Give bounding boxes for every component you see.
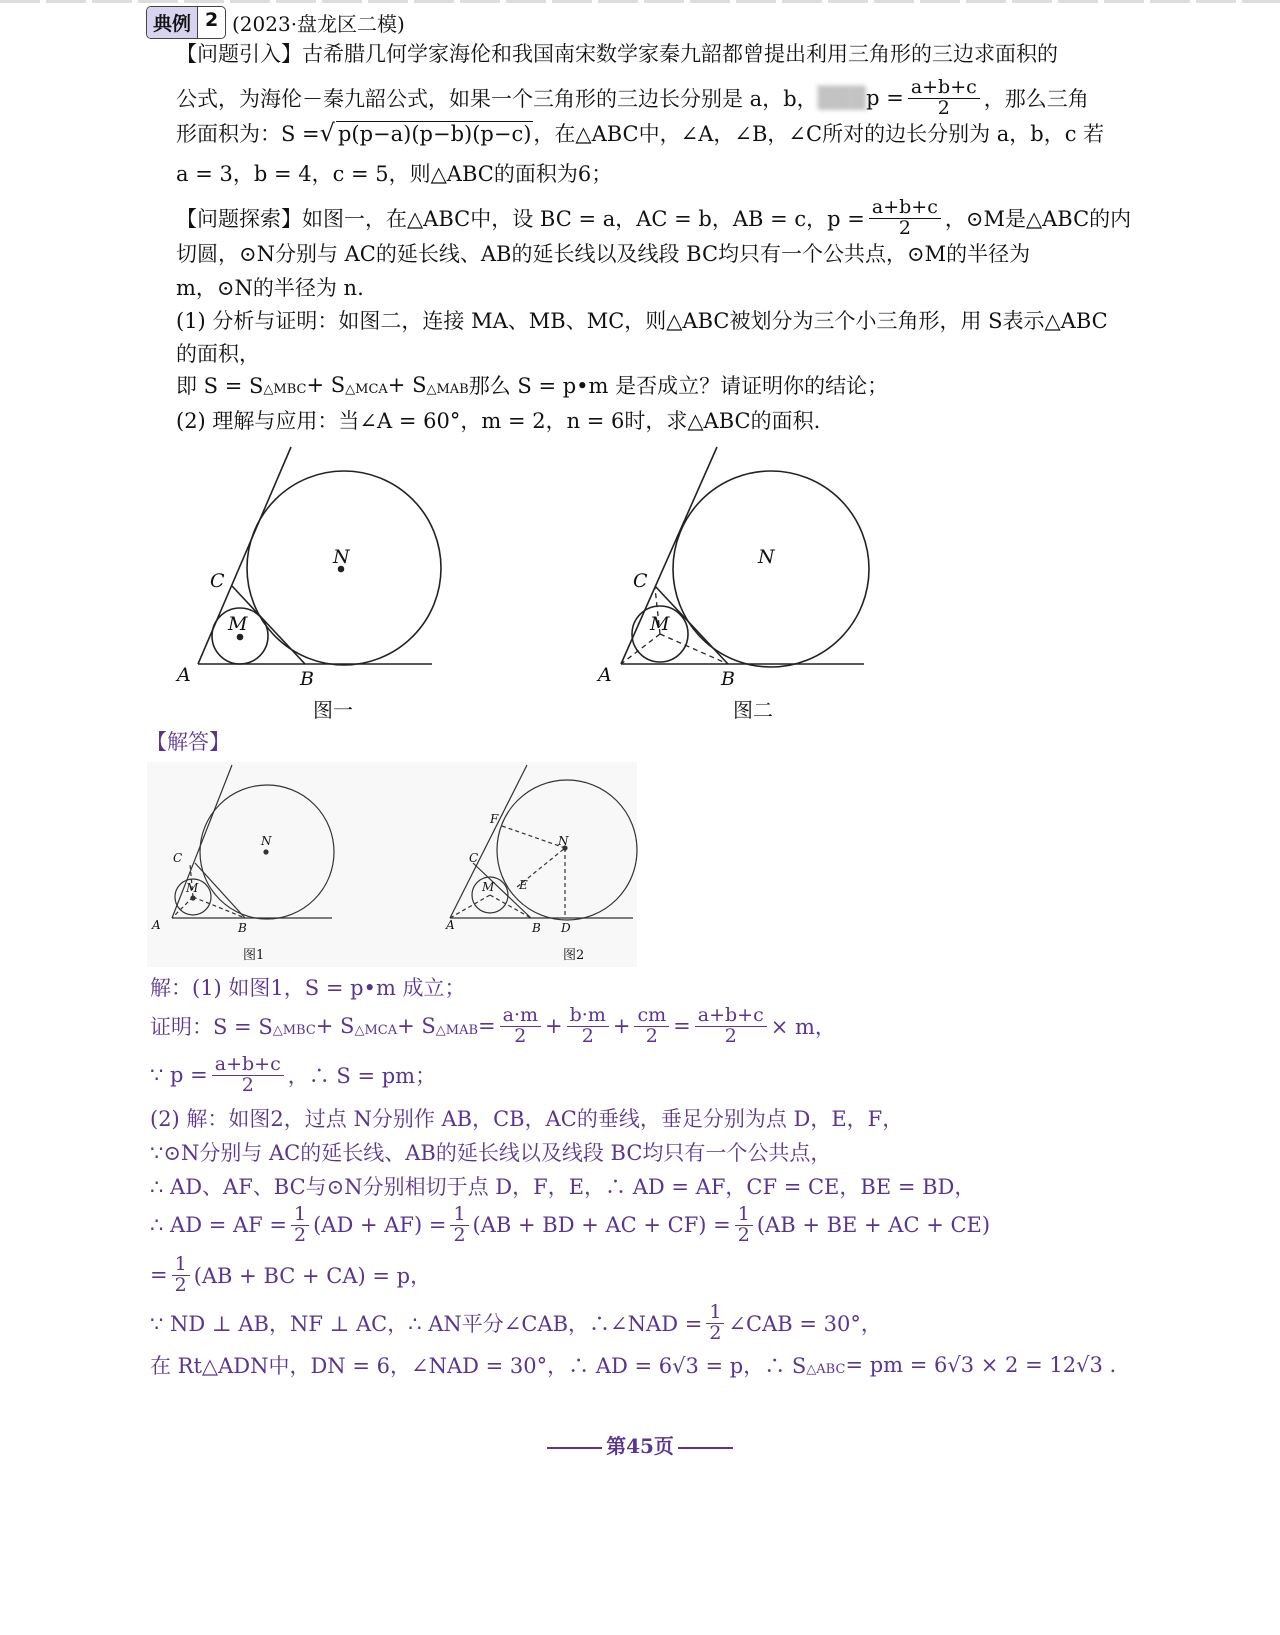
text-line bbox=[150, 972, 466, 1002]
text-run: ，∴ S = pm； bbox=[287, 1064, 437, 1089]
figure-label: M bbox=[228, 613, 248, 635]
text-run: ∠CAB = 30°， bbox=[728, 1312, 882, 1337]
text-run: = bbox=[673, 1014, 691, 1039]
text-run: (AD + AF) = bbox=[313, 1213, 447, 1238]
numerator: 1 bbox=[291, 1205, 309, 1226]
figure-label: M bbox=[650, 613, 670, 635]
figure-label: 图2 bbox=[563, 948, 585, 963]
figure-label: A bbox=[598, 664, 612, 686]
figure-label: 图1 bbox=[243, 948, 265, 963]
text-line bbox=[150, 1171, 975, 1201]
figure-label: M bbox=[186, 881, 199, 895]
text-run: ，在△ABC中，∠A，∠B，∠C所对的边长分别为 a，b，c 若 bbox=[533, 122, 1105, 146]
text-run: 解：(1) 如图1，S = p•m 成立； bbox=[150, 976, 466, 1000]
denominator: 2 bbox=[294, 1223, 307, 1246]
figure-label: N bbox=[261, 834, 272, 848]
text-run: ∵ p = bbox=[150, 1063, 208, 1088]
denominator: 2 bbox=[453, 1223, 466, 1246]
denominator: 2 bbox=[241, 1073, 254, 1096]
text-run: 那么 S = p•m 是否成立？请证明你的结论； bbox=[468, 374, 889, 398]
numerator: a+b+c bbox=[695, 1006, 767, 1027]
text-run: (AB + BD + AC + CF) = bbox=[472, 1213, 731, 1238]
numerator: a+b+c bbox=[908, 78, 980, 99]
text-line bbox=[150, 1137, 831, 1167]
numerator: 1 bbox=[735, 1205, 753, 1226]
radical-sign: √ bbox=[319, 119, 335, 147]
text-run: (1) 分析与证明：如图二，连接 MA、MB、MC，则△ABC被划分为三个小三角形，用 S表示△ABC bbox=[176, 309, 1108, 333]
text-run: 在 Rt△ADN中，DN = 6，∠NAD = 30°，∴ AD = 6√3 = p，∴ S bbox=[150, 1354, 807, 1378]
subscript: △ABC bbox=[806, 1361, 846, 1377]
figure-label: C bbox=[210, 570, 225, 592]
text-run: (2) 解：如图2，过点 N分别作 AB，CB，AC的垂线，垂足分别为点 D，E，F， bbox=[150, 1107, 904, 1131]
page-number: 第45页 bbox=[606, 1434, 674, 1458]
text-line bbox=[150, 1205, 990, 1246]
text-line bbox=[150, 1303, 882, 1344]
denominator: 2 bbox=[514, 1024, 527, 1047]
text-run: 即 S = S bbox=[176, 374, 264, 398]
text-line bbox=[150, 1255, 431, 1296]
text-run: 公式，为海伦－秦九韶公式，如果一个三角形的三边长分别是 a，b， bbox=[176, 87, 818, 112]
text-run: 【问题探索】如图一，在△ABC中，设 BC = a，AC = b，AB = c，p = bbox=[176, 207, 865, 232]
text-line bbox=[150, 1006, 836, 1047]
fraction bbox=[634, 1006, 669, 1047]
text-run: = pm = 6√3 × 2 = 12√3 . bbox=[845, 1353, 1117, 1377]
numerator: cm bbox=[634, 1006, 669, 1027]
text-run: + S bbox=[315, 1014, 355, 1039]
text-run: 切圆，⊙N分别与 AC的延长线、AB的延长线以及线段 BC均只有一个公共点，⊙M的半径为 bbox=[176, 242, 1031, 266]
subscript: △MAB bbox=[426, 381, 469, 397]
text-run: ∴ AD、AF、BC与⊙N分别相切于点 D，F，E，∴ AD = AF，CF = CE，BE = BD， bbox=[150, 1175, 976, 1199]
figure-label: C bbox=[633, 570, 648, 592]
figure-label: N bbox=[558, 834, 569, 848]
denominator: 2 bbox=[581, 1024, 594, 1047]
text-run: a = 3，b = 4，c = 5，则△ABC的面积为6； bbox=[176, 162, 613, 186]
subscript: △MCA bbox=[345, 381, 388, 397]
figure-label: A bbox=[446, 918, 455, 932]
figure-label: B bbox=[238, 921, 247, 935]
text-run: ∵⊙N分别与 AC的延长线、AB的延长线以及线段 BC均只有一个公共点， bbox=[150, 1141, 832, 1165]
numerator: a+b+c bbox=[212, 1055, 284, 1076]
text-run: ，⊙M是△ABC的内 bbox=[944, 207, 1132, 232]
problem-source: (2023·盘龙区二模) bbox=[232, 12, 405, 36]
figure-label: C bbox=[469, 851, 479, 865]
denominator: 2 bbox=[709, 1321, 722, 1344]
text-run: + bbox=[612, 1014, 631, 1039]
subscript: △MCA bbox=[354, 1022, 398, 1038]
text-run: ，那么三角 bbox=[983, 87, 1089, 112]
figure-label: M bbox=[482, 880, 495, 894]
text-line bbox=[150, 1350, 1116, 1380]
text-run: p = bbox=[866, 86, 904, 111]
numerator: a+b+c bbox=[869, 198, 941, 219]
figure-label: D bbox=[561, 921, 571, 935]
denominator: 2 bbox=[937, 96, 950, 119]
text-run: (2) 理解与应用：当∠A = 60°，m = 2，n = 6时，求△ABC的面积. bbox=[176, 409, 821, 433]
solution-figure-2 bbox=[450, 765, 637, 920]
figure-label: 图二 bbox=[733, 698, 773, 722]
figure-label: 图一 bbox=[313, 698, 353, 722]
badge-number: 2 bbox=[205, 9, 219, 31]
figure-label: A bbox=[177, 664, 191, 686]
fraction bbox=[735, 1205, 753, 1246]
figure-label: A bbox=[152, 918, 161, 932]
fraction bbox=[172, 1255, 190, 1296]
numerator: 1 bbox=[172, 1255, 190, 1276]
fraction bbox=[500, 1006, 541, 1047]
text-run: 证明：S = S bbox=[150, 1015, 273, 1040]
figure-label: C bbox=[173, 851, 183, 865]
badge-label: 典例 bbox=[147, 7, 198, 38]
text-run: 形面积为：S = bbox=[176, 122, 320, 146]
figure-label: B bbox=[300, 668, 314, 690]
text-run: ▒▒▒ bbox=[817, 86, 867, 111]
denominator: 2 bbox=[645, 1024, 658, 1047]
numerator: b·m bbox=[567, 1006, 609, 1027]
subscript: △MBC bbox=[272, 1022, 316, 1038]
text-run: 的面积， bbox=[176, 342, 260, 366]
text-run: = bbox=[478, 1014, 496, 1039]
subscript: △MAB bbox=[435, 1022, 479, 1038]
text-run: + S bbox=[397, 1014, 436, 1039]
numerator: 1 bbox=[450, 1205, 468, 1226]
solution-figure-1 bbox=[172, 765, 334, 919]
text-run: (AB + BE + AC + CE) bbox=[756, 1213, 991, 1238]
text-run: + S bbox=[306, 373, 346, 397]
page-footer bbox=[0, 1430, 1280, 1459]
figure-label: F bbox=[490, 812, 499, 826]
denominator: 2 bbox=[737, 1223, 750, 1246]
denominator: 2 bbox=[174, 1273, 187, 1296]
fraction bbox=[695, 1006, 767, 1047]
fraction bbox=[706, 1303, 724, 1344]
figure-label: B bbox=[532, 921, 541, 935]
fraction bbox=[567, 1006, 609, 1047]
text-run: + bbox=[545, 1014, 563, 1039]
answer-heading: 【解答】 bbox=[146, 730, 230, 754]
figure-label: B bbox=[721, 668, 735, 690]
text-run: m，⊙N的半径为 n. bbox=[176, 276, 364, 300]
text-line bbox=[150, 1055, 436, 1096]
figure-label: N bbox=[333, 546, 350, 568]
text-run: 【问题引入】古希腊几何学家海伦和我国南宋数学家秦九韶都曾提出利用三角形的三边求面积的 bbox=[176, 42, 1058, 66]
text-run: = bbox=[150, 1263, 168, 1288]
numerator: a·m bbox=[500, 1006, 541, 1027]
text-line bbox=[150, 1103, 903, 1133]
denominator: 2 bbox=[898, 216, 911, 239]
fraction bbox=[212, 1055, 284, 1096]
figure-label: N bbox=[758, 546, 775, 568]
fraction bbox=[291, 1205, 309, 1246]
text-run: ∵ ND ⊥ AB，NF ⊥ AC，∴ AN平分∠CAB，∴∠NAD = bbox=[150, 1312, 703, 1337]
text-run: (AB + BC + CA) = p， bbox=[193, 1264, 432, 1289]
radicand: p(p−a)(p−b)(p−c) bbox=[337, 122, 532, 146]
text-run: × m， bbox=[770, 1015, 836, 1040]
text-run: ∴ AD = AF = bbox=[150, 1213, 287, 1238]
fraction bbox=[450, 1205, 468, 1246]
figure-label: E bbox=[519, 878, 528, 892]
subscript: △MBC bbox=[263, 381, 307, 397]
denominator: 2 bbox=[724, 1024, 737, 1047]
numerator: 1 bbox=[706, 1303, 724, 1324]
text-run: + S bbox=[387, 373, 427, 397]
